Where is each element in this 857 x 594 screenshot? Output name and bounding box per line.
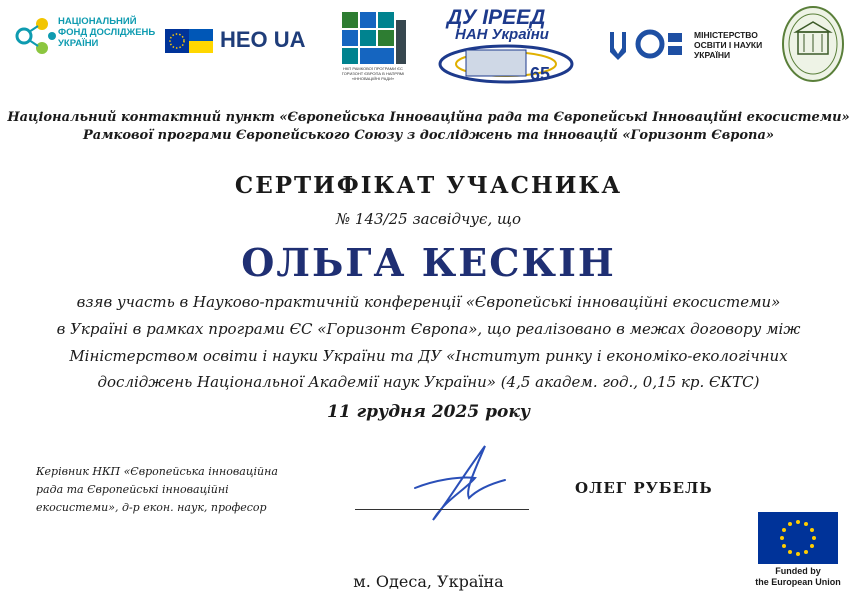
academy-seal-icon [780, 4, 846, 84]
body-line-3: Міністерством освіти і науки України та ДУ «Інститут ринку і економіко-екологічних [69, 347, 788, 365]
recipient-name: ОЛЬГА КЕСКІН [241, 240, 616, 285]
ministry-logo-text: МІНІСТЕРСТВО ОСВІТИ І НАУКИ УКРАЇНИ [694, 30, 763, 60]
signatory-role: Керівник НКП «Європейська інноваційна рада та Європейські інноваційні екосистеми», д-р екон. наук, професор [36, 465, 278, 514]
ireed-logo-line2: НАН України [455, 26, 549, 43]
ireed-logo-line1: ДУ ІРЕЕД [447, 6, 546, 29]
certificate-number: № 143/25 засвідчує, що [335, 210, 522, 228]
header-line-2: Рамкової програми Європейського Союзу з досліджень та інновацій «Горизонт Європа» [82, 128, 775, 143]
body-line-2: в Україні в рамках програми ЄС «Горизонт Європа», що реалізовано в межах договору між [56, 320, 801, 338]
signature-line [355, 509, 529, 510]
body-line-1: взяв участь в Науково-практичній конференції «Європейські інноваційні екосистеми» [76, 293, 781, 311]
nfd-logo-text: НАЦІОНАЛЬНИЙ ФОНД ДОСЛІДЖЕНЬ УКРАЇНИ [58, 16, 156, 49]
body-line-4: досліджень Національної Академії наук України» (4,5 академ. год., 0,15 кр. ЄКТС) [97, 373, 760, 391]
city-location: м. Одеса, Україна [353, 572, 504, 591]
eu-funding-caption: Funded by the European Union [755, 566, 841, 587]
signatory-name: ОЛЕГ РУБЕЛЬ [575, 479, 713, 497]
certificate-title: СЕРТИФІКАТ УЧАСНИКА [234, 172, 623, 199]
svg-text:65: 65 [530, 64, 551, 84]
heo-ua-logo-text: HEO UA [220, 27, 306, 52]
certificate-date: 11 грудня 2025 року [327, 402, 530, 422]
handwritten-signature-icon [405, 440, 515, 530]
innovation-council-caption: НКП РАМКОВОЇ ПРОГРАМИ ЄС ГОРИЗОНТ ЄВРОПА В НАПРЯМІ «ІННОВАЦІЙНІ РАДИ» [341, 66, 405, 81]
eu-flag-icon [758, 512, 838, 564]
header-line-1: Національний контактний пункт «Європейська Інноваційна рада та Європейські Інноваційні екосистеми» [7, 110, 850, 125]
